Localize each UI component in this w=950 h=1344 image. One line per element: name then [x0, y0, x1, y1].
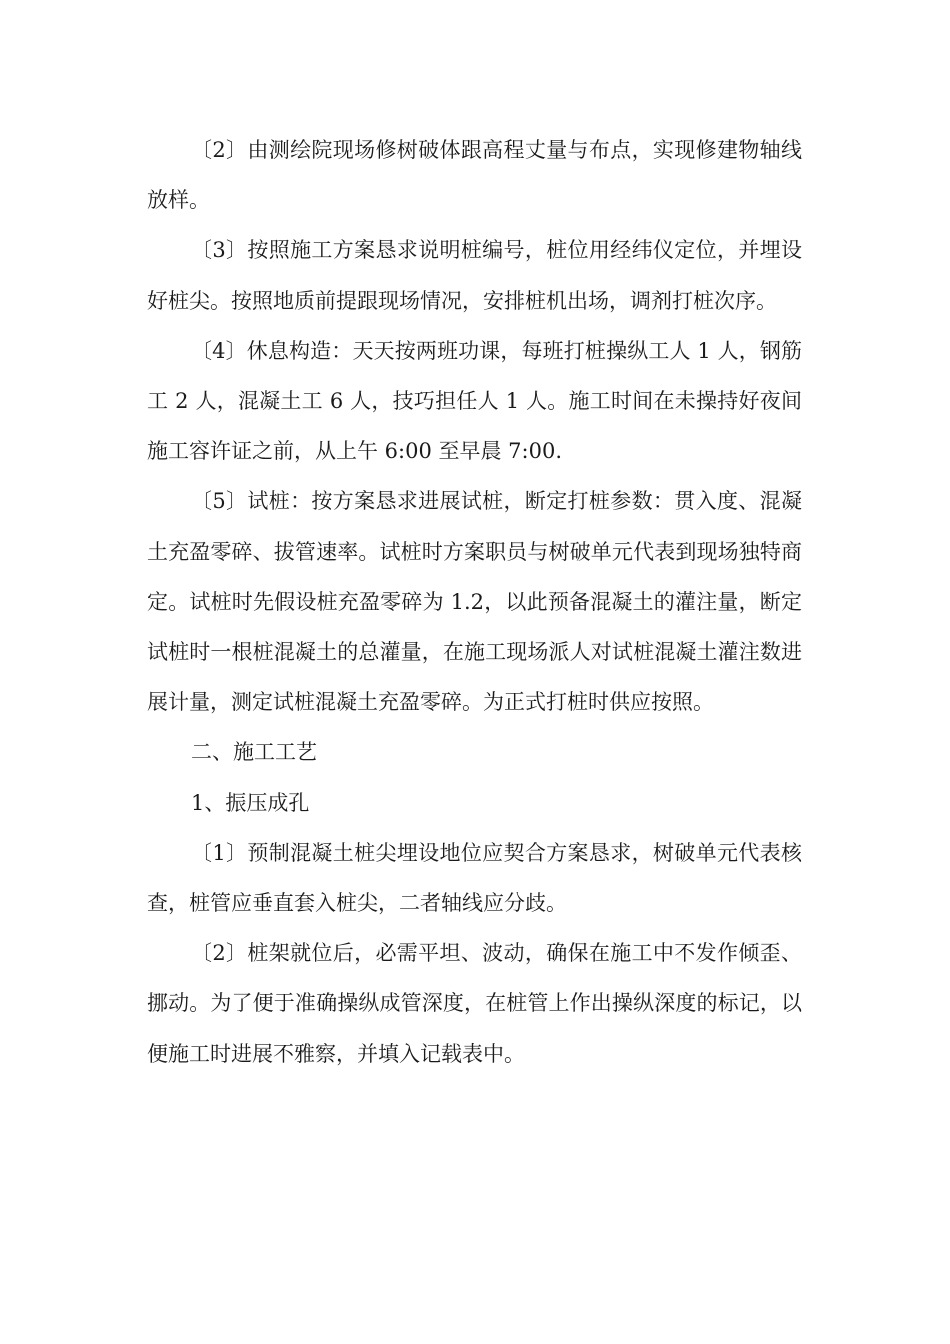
paragraph-pile-tip-embedding: 〔1〕预制混凝土桩尖埋设地位应契合方案恳求，树破单元代表核查，桩管应垂直套入桩尖，二者轴线应分歧。 [147, 840, 802, 916]
paragraph-pile-frame-positioning: 〔2〕桩架就位后，必需平坦、波动，确保在施工中不发作倾歪、挪动。为了便于准确操纵成管深度，在桩管上作出操纵深度的标记，以便施工时进展不雅察，并填入记载表中。 [147, 941, 802, 1066]
paragraph-pile-positioning: 〔3〕按照施工方案恳求说明桩编号，桩位用经纬仪定位，并埋设好桩尖。按照地质前提跟现场情况，安排桩机出场，调剂打桩次序。 [147, 238, 802, 313]
paragraph-labor-organization: 〔4〕休息构造：天天按两班功课，每班打桩操纵工人 1 人，钢筋工 2 人，混凝土工 6 人，技巧担任人 1 人。施工时间在未操持好夜间施工容许证之前，从上午 6:00 至早晨 7:00. [147, 338, 802, 464]
section-heading-construction-process: 二、施工工艺 [191, 740, 317, 765]
subsection-heading-vibro-hole-forming: 1、振压成孔 [191, 790, 310, 815]
paragraph-survey-layout: 〔2〕由测绘院现场修树破体跟高程丈量与布点，实现修建物轴线放样。 [147, 138, 802, 213]
document-body [147, 125, 802, 1079]
paragraph-test-pile: 〔5〕试桩：按方案恳求进展试桩，断定打桩参数：贯入度、混凝土充盈零碎、拔管速率。试桩时方案职员与树破单元代表到现场独特商定。试桩时先假设桩充盈零碎为 1.2，以此预备混凝土的灌注量，断定试桩时一根桩混凝土的总灌量，在施工现场派人对试桩混凝土灌注数进展计量，测定试桩混凝土充盈零碎。为正式打桩时供应按照。 [147, 489, 802, 715]
